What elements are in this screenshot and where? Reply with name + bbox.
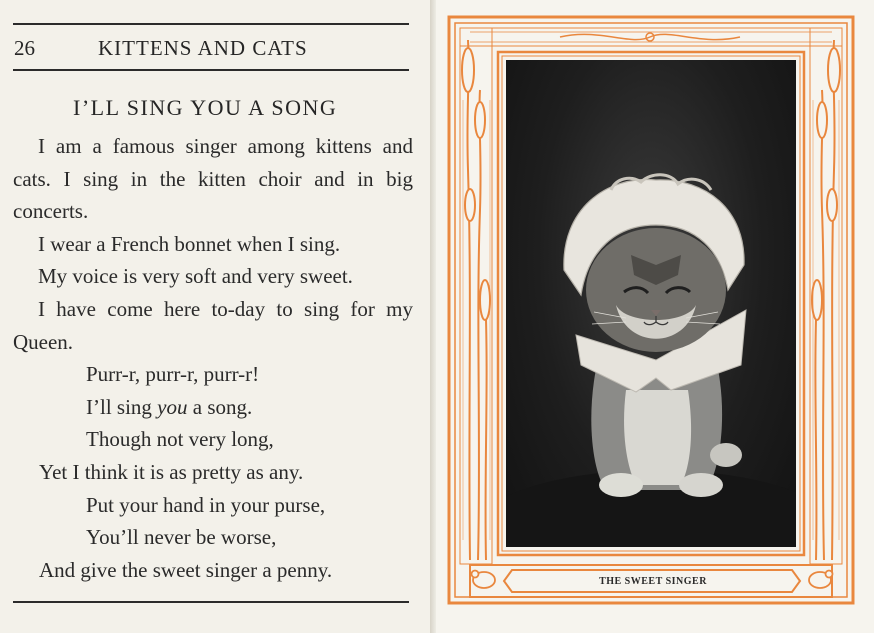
verse-line: Though not very long, xyxy=(86,427,274,452)
paragraph: My voice is very soft and very sweet. xyxy=(38,264,353,289)
page-number: 26 xyxy=(14,36,35,60)
kitten-photo xyxy=(506,60,796,547)
verse-line: Yet I think it is as pretty as any. xyxy=(39,459,304,484)
verse-line: Purr-r, purr-r, purr-r! xyxy=(86,362,260,387)
verse-line: Put your hand in your purse, xyxy=(86,492,326,517)
verse-line: And give the sweet singer a penny. xyxy=(39,557,333,582)
emphasized-word: you xyxy=(157,394,188,419)
verse-text: I’ll sing xyxy=(86,394,158,419)
photo-caption: THE SWEET SINGER xyxy=(599,575,707,587)
song-title: I’LL SING YOU A SONG xyxy=(73,95,338,120)
caption-box xyxy=(510,570,796,592)
paragraph: I have come here to-day to sing for my Queen. xyxy=(13,296,413,354)
paragraph: I am a famous singer among kittens and cats. I sing in the kitten choir and in big concerts. xyxy=(13,134,413,224)
paragraph: I wear a French bonnet when I sing. xyxy=(38,231,341,256)
verse-line: You’ll never be worse, xyxy=(86,525,277,550)
verse-text: a song. xyxy=(187,394,253,419)
running-head: KITTENS AND CATS xyxy=(98,36,308,60)
